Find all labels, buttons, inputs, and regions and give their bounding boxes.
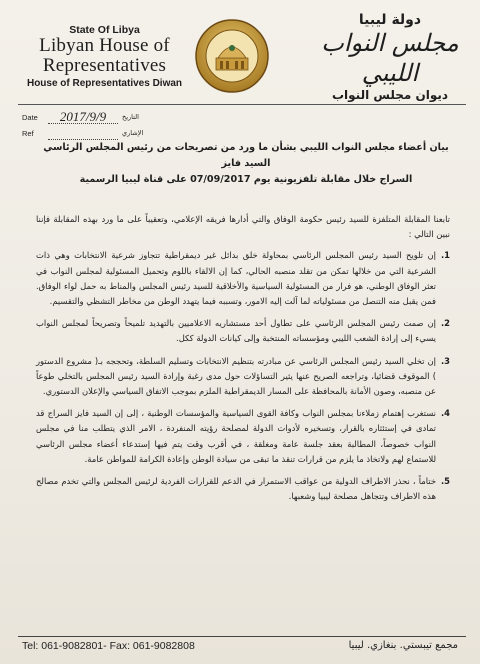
item-number: 4.	[440, 408, 450, 419]
parliament-seal-icon	[194, 18, 270, 94]
statement-body	[36, 212, 450, 511]
contact-numbers: Tel: 061-9082801- Fax: 061-9082808	[22, 640, 195, 652]
arabic-letterhead	[320, 12, 460, 102]
list-item	[36, 406, 450, 467]
ref-label-ar: الإشاري	[122, 129, 144, 137]
ref-row	[22, 126, 143, 140]
house-name-line2: Representatives	[42, 55, 167, 76]
arabic-address: مجمع تيبستي. بنغازي. ليبيا	[348, 640, 458, 651]
english-letterhead	[22, 24, 187, 89]
footer-divider	[18, 636, 466, 637]
list-item	[36, 474, 450, 504]
date-row	[22, 110, 139, 124]
arabic-diwan-label: ديوان مجلس النواب	[331, 88, 449, 102]
list-item	[36, 316, 450, 346]
house-name-line1: Libyan House of	[39, 35, 170, 56]
item-text: ختاماً ، نحذر الاطراف الدولية من عواقب الاستمرار في الدعم للقرارات الفردية لرئيس المجلس والتي تخدم مصالح هذه الاطراف وتتجاهل مصلحة ليبيا وشعبها.	[36, 476, 436, 502]
date-value: 2017/9/9	[48, 110, 118, 124]
item-number: 1.	[440, 250, 450, 261]
intro-paragraph: تابعنا المقابلة المتلفزة للسيد رئيس حكومة الوفاق والتي أدارها فريقه الإعلامي، وتعقيباً على ما ورد بهذه المقابلة فإننا نبين التالي :	[36, 214, 450, 240]
title-line-1: بيان أعضاء مجلس النواب الليبي بشأن ما ورد من تصريحات من رئيس المجلس الرئاسي السيد فايز	[43, 142, 449, 169]
arabic-house-name: مجلس النواب الليبي	[321, 29, 459, 87]
points-list	[36, 248, 450, 504]
item-text: إن تلويح السيد رئيس المجلس الرئاسي بمحاولة خلق بدائل غير ديمقراطية تتجاوز شرعية الانتخابات وهي ذات الشرعية التي من خلالها تمكن من تقلد منصبه الحالي، كما إن الالقاء باللوم وتحميل المسئولية لمجلس النواب في تعثر الوفاق الوطني، هو فرار من المسئولية السياسية والأخلاقية للسيد رئيس المجلس والمناط به حمل لواء الوفاق. فمن يقبل منه التنصل من مسئولياته لما آلت إليه الامور، وتسببه فيما يتهدد الوطن من مخاطر التشظي والتقسيم.	[36, 250, 436, 307]
item-text: إن صمت رئيس المجلس الرئاسي على تطاول أحد مستشاريه الاعلاميين بالتهديد تلميحاً وتصريحاً لمجلس النواب يسيء إلى إرادة الشعب الليبي ومؤسساته المنتخبة وإلى كيانات الدولة ككل.	[36, 318, 436, 344]
item-number: 5.	[440, 476, 450, 487]
list-item	[36, 354, 450, 400]
ref-value	[48, 126, 118, 140]
diwan-label: House of Representatives Diwan	[26, 78, 183, 89]
ref-label: Ref	[22, 128, 34, 138]
date-label: Date	[22, 112, 38, 122]
date-label-ar: التاريخ	[122, 113, 139, 121]
title-line-2: السراج خلال مقابلة تلفزيونية يوم 07/09/2017 على قناة ليبيا الرسمية	[79, 174, 413, 185]
list-item	[36, 248, 450, 309]
item-text: إن تخلي السيد رئيس المجلس الرئاسي عن مبادرته بتنظيم الانتخابات وتسليم السلطة، وتحججه بـ( مشروع الدستور ) الموقوف قضائيا، وتراجعه الصريح عنها يثير التساؤلات حول مدى رغبة وإرادة السيد رئيس المجلس بالتخلي طوعاً عن منصبه، وصون الأمانة بالمحافظة على المسار الديمقراطية الملزم بموجب الاتفاق السياسي والإعلان الدستوري.	[36, 355, 436, 397]
header-divider	[18, 104, 466, 105]
state-of-libya-label: State Of Libya	[69, 24, 140, 36]
statement-title	[40, 140, 452, 188]
item-number: 2.	[440, 318, 450, 329]
item-number: 3.	[440, 355, 450, 366]
item-text: نستغرب إهتمام زملاءنا بمجلس النواب وكافة القوى السياسية والمؤسسات الوطنية ، إلى إن السيد فايز السراج قد تمادى في إستئثاره بالقرار، وتسخيره لأدوات الدولة لمصلحة رؤيته المنفردة ، الامر الذي يتطلب منا في مجلس النواب خصوصاً، المطالبة بعقد جلسة عامة ومغلقة ، في أقرب وقت يتم فيها إستدعاء أعضاء مجلس الرئاسي للاستماع لهم ولاتخاذ ما يلزم من قرارات تنقذ ما تبقى من سيادة الوطن وإعادة الكرامة للمواطن عامة.	[36, 408, 436, 464]
arabic-state-label: دولة ليبيا	[358, 12, 422, 28]
